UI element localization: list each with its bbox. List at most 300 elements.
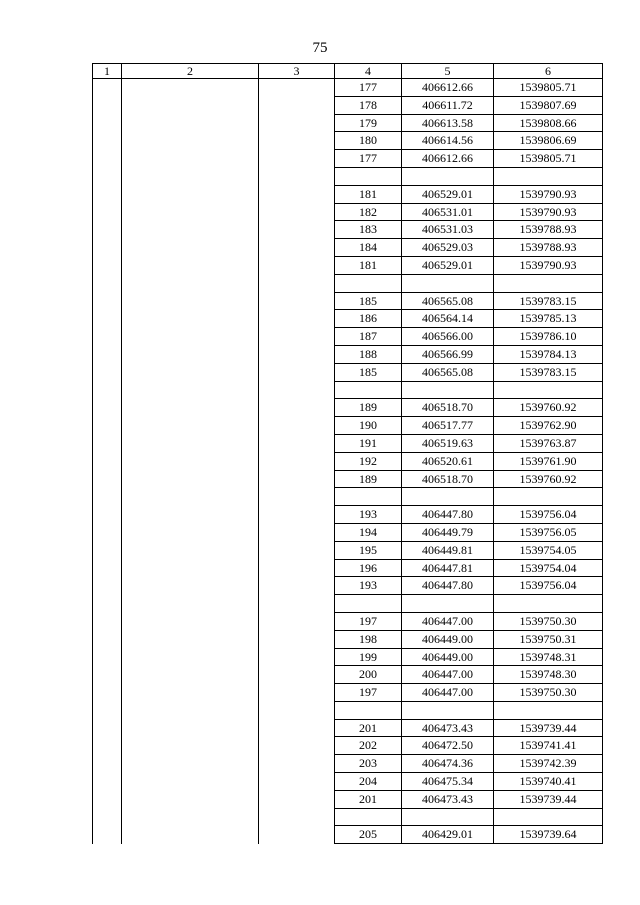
y-coordinate-cell: 1539786.10	[494, 328, 603, 346]
x-coordinate-cell: 406529.01	[402, 256, 494, 274]
empty-cell	[259, 470, 335, 488]
x-coordinate-cell: 406520.61	[402, 452, 494, 470]
x-coordinate-cell: 406566.00	[402, 328, 494, 346]
empty-cell	[259, 648, 335, 666]
y-coordinate-cell: 1539756.04	[494, 506, 603, 524]
empty-cell	[122, 790, 259, 808]
table-body	[93, 64, 603, 844]
point-number-cell	[335, 274, 402, 292]
empty-cell	[122, 506, 259, 524]
empty-cell	[93, 114, 122, 132]
empty-cell	[122, 381, 259, 399]
empty-cell	[122, 470, 259, 488]
empty-cell	[259, 203, 335, 221]
table-row	[93, 381, 603, 399]
x-coordinate-cell: 406565.08	[402, 363, 494, 381]
empty-cell	[93, 737, 122, 755]
point-number-cell: 185	[335, 363, 402, 381]
point-number-cell: 199	[335, 648, 402, 666]
empty-cell	[259, 167, 335, 185]
empty-cell	[259, 417, 335, 435]
table-row	[93, 506, 603, 524]
x-coordinate-cell: 406449.79	[402, 523, 494, 541]
empty-cell	[93, 773, 122, 791]
y-coordinate-cell: 1539756.05	[494, 523, 603, 541]
x-coordinate-cell	[402, 701, 494, 719]
y-coordinate-cell	[494, 488, 603, 506]
table-row	[93, 434, 603, 452]
empty-cell	[93, 719, 122, 737]
x-coordinate-cell	[402, 808, 494, 826]
empty-cell	[122, 185, 259, 203]
point-number-cell: 201	[335, 790, 402, 808]
y-coordinate-cell: 1539790.93	[494, 256, 603, 274]
empty-cell	[122, 417, 259, 435]
point-number-cell: 197	[335, 612, 402, 630]
table-row	[93, 274, 603, 292]
empty-cell	[122, 132, 259, 150]
y-coordinate-cell: 1539762.90	[494, 417, 603, 435]
empty-cell	[122, 755, 259, 773]
table-row	[93, 292, 603, 310]
x-coordinate-cell: 406529.03	[402, 239, 494, 257]
y-coordinate-cell: 1539785.13	[494, 310, 603, 328]
table-row	[93, 523, 603, 541]
y-coordinate-cell: 1539807.69	[494, 96, 603, 114]
point-number-cell: 189	[335, 399, 402, 417]
column-header-5: 5	[402, 64, 494, 79]
x-coordinate-cell: 406447.00	[402, 612, 494, 630]
empty-cell	[122, 310, 259, 328]
empty-cell	[259, 790, 335, 808]
empty-cell	[259, 595, 335, 613]
x-coordinate-cell	[402, 381, 494, 399]
table-row	[93, 559, 603, 577]
point-number-cell: 205	[335, 826, 402, 844]
table-row	[93, 737, 603, 755]
x-coordinate-cell: 406447.80	[402, 506, 494, 524]
empty-cell	[122, 256, 259, 274]
x-coordinate-cell	[402, 488, 494, 506]
point-number-cell: 198	[335, 630, 402, 648]
empty-cell	[93, 434, 122, 452]
y-coordinate-cell: 1539788.93	[494, 221, 603, 239]
empty-cell	[122, 150, 259, 168]
empty-cell	[259, 399, 335, 417]
table-row	[93, 79, 603, 97]
point-number-cell	[335, 381, 402, 399]
empty-cell	[93, 310, 122, 328]
empty-cell	[122, 612, 259, 630]
empty-cell	[259, 96, 335, 114]
empty-cell	[122, 328, 259, 346]
x-coordinate-cell: 406449.00	[402, 630, 494, 648]
x-coordinate-cell: 406429.01	[402, 826, 494, 844]
empty-cell	[122, 239, 259, 257]
y-coordinate-cell: 1539808.66	[494, 114, 603, 132]
empty-cell	[122, 221, 259, 239]
y-coordinate-cell: 1539739.44	[494, 719, 603, 737]
empty-cell	[259, 612, 335, 630]
empty-cell	[122, 363, 259, 381]
empty-cell	[259, 755, 335, 773]
table-row	[93, 452, 603, 470]
y-coordinate-cell: 1539739.44	[494, 790, 603, 808]
y-coordinate-cell: 1539763.87	[494, 434, 603, 452]
y-coordinate-cell: 1539788.93	[494, 239, 603, 257]
point-number-cell: 192	[335, 452, 402, 470]
x-coordinate-cell: 406612.66	[402, 79, 494, 97]
empty-cell	[93, 256, 122, 274]
column-header-4: 4	[335, 64, 402, 79]
x-coordinate-cell: 406519.63	[402, 434, 494, 452]
point-number-cell: 196	[335, 559, 402, 577]
point-number-cell: 193	[335, 506, 402, 524]
empty-cell	[259, 239, 335, 257]
empty-cell	[93, 150, 122, 168]
empty-cell	[122, 719, 259, 737]
empty-cell	[93, 612, 122, 630]
x-coordinate-cell: 406474.36	[402, 755, 494, 773]
table-row	[93, 684, 603, 702]
empty-cell	[259, 132, 335, 150]
table-row	[93, 256, 603, 274]
empty-cell	[259, 506, 335, 524]
empty-cell	[93, 167, 122, 185]
y-coordinate-cell	[494, 274, 603, 292]
empty-cell	[259, 434, 335, 452]
empty-cell	[259, 310, 335, 328]
empty-cell	[259, 488, 335, 506]
empty-cell	[259, 292, 335, 310]
y-coordinate-cell: 1539805.71	[494, 79, 603, 97]
empty-cell	[122, 345, 259, 363]
empty-cell	[93, 203, 122, 221]
empty-cell	[93, 345, 122, 363]
empty-cell	[259, 737, 335, 755]
x-coordinate-cell: 406475.34	[402, 773, 494, 791]
table-header-row	[93, 64, 603, 79]
empty-cell	[93, 363, 122, 381]
empty-cell	[259, 630, 335, 648]
table-row	[93, 666, 603, 684]
point-number-cell: 177	[335, 150, 402, 168]
empty-cell	[93, 684, 122, 702]
point-number-cell	[335, 488, 402, 506]
empty-cell	[93, 470, 122, 488]
table-row	[93, 488, 603, 506]
empty-cell	[93, 185, 122, 203]
empty-cell	[93, 808, 122, 826]
empty-cell	[93, 132, 122, 150]
table-row	[93, 612, 603, 630]
point-number-cell: 185	[335, 292, 402, 310]
table-row	[93, 719, 603, 737]
point-number-cell: 181	[335, 185, 402, 203]
point-number-cell: 187	[335, 328, 402, 346]
point-number-cell: 179	[335, 114, 402, 132]
empty-cell	[93, 96, 122, 114]
y-coordinate-cell: 1539790.93	[494, 185, 603, 203]
x-coordinate-cell: 406531.03	[402, 221, 494, 239]
column-header-6: 6	[494, 64, 603, 79]
y-coordinate-cell: 1539760.92	[494, 470, 603, 488]
empty-cell	[93, 221, 122, 239]
y-coordinate-cell: 1539761.90	[494, 452, 603, 470]
x-coordinate-cell: 406613.58	[402, 114, 494, 132]
empty-cell	[122, 79, 259, 97]
y-coordinate-cell: 1539750.30	[494, 612, 603, 630]
x-coordinate-cell: 406564.14	[402, 310, 494, 328]
empty-cell	[93, 328, 122, 346]
empty-cell	[93, 523, 122, 541]
x-coordinate-cell: 406529.01	[402, 185, 494, 203]
empty-cell	[93, 755, 122, 773]
y-coordinate-cell	[494, 167, 603, 185]
table-row	[93, 185, 603, 203]
empty-cell	[259, 114, 335, 132]
empty-cell	[93, 595, 122, 613]
x-coordinate-cell: 406447.81	[402, 559, 494, 577]
empty-cell	[259, 666, 335, 684]
empty-cell	[122, 96, 259, 114]
point-number-cell: 194	[335, 523, 402, 541]
table-row	[93, 541, 603, 559]
x-coordinate-cell: 406449.81	[402, 541, 494, 559]
table-row	[93, 577, 603, 595]
point-number-cell: 180	[335, 132, 402, 150]
empty-cell	[259, 274, 335, 292]
y-coordinate-cell: 1539739.64	[494, 826, 603, 844]
empty-cell	[93, 648, 122, 666]
table-row	[93, 417, 603, 435]
empty-cell	[259, 328, 335, 346]
empty-cell	[122, 399, 259, 417]
x-coordinate-cell: 406518.70	[402, 399, 494, 417]
table-row	[93, 167, 603, 185]
empty-cell	[122, 167, 259, 185]
y-coordinate-cell: 1539784.13	[494, 345, 603, 363]
empty-cell	[122, 292, 259, 310]
table-row	[93, 808, 603, 826]
point-number-cell: 195	[335, 541, 402, 559]
table-row	[93, 826, 603, 844]
empty-cell	[93, 239, 122, 257]
y-coordinate-cell: 1539742.39	[494, 755, 603, 773]
table-row	[93, 648, 603, 666]
empty-cell	[259, 345, 335, 363]
point-number-cell	[335, 701, 402, 719]
y-coordinate-cell	[494, 808, 603, 826]
y-coordinate-cell: 1539806.69	[494, 132, 603, 150]
y-coordinate-cell	[494, 595, 603, 613]
empty-cell	[259, 185, 335, 203]
y-coordinate-cell: 1539740.41	[494, 773, 603, 791]
y-coordinate-cell: 1539756.04	[494, 577, 603, 595]
point-number-cell: 201	[335, 719, 402, 737]
empty-cell	[259, 256, 335, 274]
point-number-cell: 188	[335, 345, 402, 363]
empty-cell	[122, 648, 259, 666]
empty-cell	[122, 434, 259, 452]
table-row	[93, 310, 603, 328]
y-coordinate-cell: 1539754.05	[494, 541, 603, 559]
x-coordinate-cell	[402, 274, 494, 292]
empty-cell	[259, 826, 335, 844]
empty-cell	[259, 221, 335, 239]
y-coordinate-cell: 1539750.30	[494, 684, 603, 702]
empty-cell	[259, 452, 335, 470]
empty-cell	[122, 541, 259, 559]
empty-cell	[93, 701, 122, 719]
point-number-cell: 191	[335, 434, 402, 452]
point-number-cell: 184	[335, 239, 402, 257]
y-coordinate-cell: 1539805.71	[494, 150, 603, 168]
table-row	[93, 701, 603, 719]
table-row	[93, 150, 603, 168]
point-number-cell: 181	[335, 256, 402, 274]
empty-cell	[122, 203, 259, 221]
empty-cell	[259, 381, 335, 399]
point-number-cell: 190	[335, 417, 402, 435]
empty-cell	[93, 666, 122, 684]
x-coordinate-cell: 406565.08	[402, 292, 494, 310]
empty-cell	[93, 452, 122, 470]
point-number-cell: 182	[335, 203, 402, 221]
x-coordinate-cell: 406611.72	[402, 96, 494, 114]
empty-cell	[93, 399, 122, 417]
point-number-cell: 202	[335, 737, 402, 755]
x-coordinate-cell: 406614.56	[402, 132, 494, 150]
empty-cell	[259, 684, 335, 702]
column-header-1: 1	[93, 64, 122, 79]
x-coordinate-cell: 406447.00	[402, 666, 494, 684]
point-number-cell	[335, 595, 402, 613]
empty-cell	[93, 577, 122, 595]
empty-cell	[122, 826, 259, 844]
y-coordinate-cell: 1539748.30	[494, 666, 603, 684]
empty-cell	[122, 488, 259, 506]
table-row	[93, 96, 603, 114]
empty-cell	[259, 773, 335, 791]
empty-cell	[122, 808, 259, 826]
x-coordinate-cell: 406447.00	[402, 684, 494, 702]
x-coordinate-cell	[402, 595, 494, 613]
point-number-cell: 189	[335, 470, 402, 488]
empty-cell	[259, 559, 335, 577]
coordinates-table-container	[92, 63, 602, 844]
empty-cell	[259, 701, 335, 719]
x-coordinate-cell: 406447.80	[402, 577, 494, 595]
empty-cell	[122, 773, 259, 791]
point-number-cell: 193	[335, 577, 402, 595]
empty-cell	[259, 523, 335, 541]
empty-cell	[122, 701, 259, 719]
x-coordinate-cell: 406473.43	[402, 790, 494, 808]
empty-cell	[259, 577, 335, 595]
y-coordinate-cell: 1539760.92	[494, 399, 603, 417]
x-coordinate-cell: 406473.43	[402, 719, 494, 737]
point-number-cell	[335, 167, 402, 185]
point-number-cell: 203	[335, 755, 402, 773]
table-row	[93, 755, 603, 773]
table-row	[93, 345, 603, 363]
table-row	[93, 203, 603, 221]
empty-cell	[122, 452, 259, 470]
empty-cell	[122, 737, 259, 755]
y-coordinate-cell	[494, 381, 603, 399]
point-number-cell: 186	[335, 310, 402, 328]
empty-cell	[93, 488, 122, 506]
empty-cell	[259, 150, 335, 168]
coordinates-table	[92, 63, 603, 844]
empty-cell	[93, 630, 122, 648]
column-header-2: 2	[122, 64, 259, 79]
empty-cell	[93, 79, 122, 97]
point-number-cell: 183	[335, 221, 402, 239]
y-coordinate-cell: 1539790.93	[494, 203, 603, 221]
empty-cell	[93, 541, 122, 559]
y-coordinate-cell: 1539741.41	[494, 737, 603, 755]
table-row	[93, 328, 603, 346]
empty-cell	[93, 559, 122, 577]
y-coordinate-cell	[494, 701, 603, 719]
table-row	[93, 470, 603, 488]
table-row	[93, 790, 603, 808]
column-header-3: 3	[259, 64, 335, 79]
y-coordinate-cell: 1539748.31	[494, 648, 603, 666]
table-row	[93, 399, 603, 417]
point-number-cell: 197	[335, 684, 402, 702]
empty-cell	[122, 595, 259, 613]
empty-cell	[122, 577, 259, 595]
empty-cell	[259, 79, 335, 97]
empty-cell	[259, 719, 335, 737]
table-row	[93, 239, 603, 257]
point-number-cell	[335, 808, 402, 826]
x-coordinate-cell: 406449.00	[402, 648, 494, 666]
page-number: 75	[312, 40, 328, 56]
empty-cell	[122, 559, 259, 577]
table-row	[93, 114, 603, 132]
empty-cell	[259, 541, 335, 559]
empty-cell	[259, 363, 335, 381]
empty-cell	[122, 274, 259, 292]
empty-cell	[122, 523, 259, 541]
empty-cell	[93, 274, 122, 292]
x-coordinate-cell: 406566.99	[402, 345, 494, 363]
table-row	[93, 363, 603, 381]
y-coordinate-cell: 1539754.04	[494, 559, 603, 577]
point-number-cell: 177	[335, 79, 402, 97]
point-number-cell: 178	[335, 96, 402, 114]
empty-cell	[122, 114, 259, 132]
table-row	[93, 132, 603, 150]
empty-cell	[93, 790, 122, 808]
table-row	[93, 630, 603, 648]
y-coordinate-cell: 1539783.15	[494, 363, 603, 381]
empty-cell	[93, 292, 122, 310]
point-number-cell: 200	[335, 666, 402, 684]
empty-cell	[93, 506, 122, 524]
empty-cell	[122, 630, 259, 648]
x-coordinate-cell: 406517.77	[402, 417, 494, 435]
point-number-cell: 204	[335, 773, 402, 791]
empty-cell	[122, 684, 259, 702]
table-row	[93, 595, 603, 613]
x-coordinate-cell: 406531.01	[402, 203, 494, 221]
y-coordinate-cell: 1539783.15	[494, 292, 603, 310]
